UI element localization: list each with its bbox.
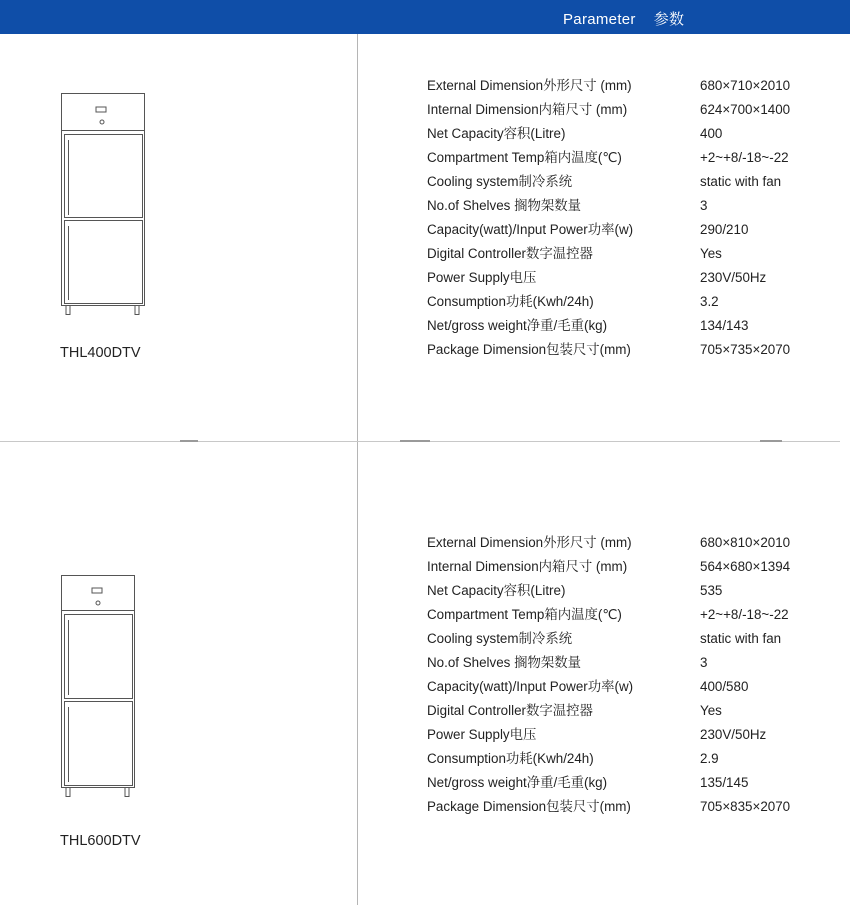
- spec-value: 3: [700, 655, 708, 670]
- spec-row: [427, 579, 837, 603]
- spec-value: +2~+8/-18~-22: [700, 607, 789, 622]
- spec-row: [427, 699, 837, 723]
- spec-value: 400/580: [700, 679, 749, 694]
- spec-label: Digital Controller数字温控器: [427, 703, 593, 718]
- spec-label: Net Capacity容积(Litre): [427, 126, 566, 141]
- spec-label: Compartment Temp箱内温度(℃): [427, 607, 622, 622]
- spec-row: [427, 314, 837, 338]
- spec-label: Consumption功耗(Kwh/24h): [427, 294, 594, 309]
- fridge-illustration: [60, 93, 146, 317]
- spec-row: [427, 194, 837, 218]
- spec-value: Yes: [700, 246, 722, 261]
- spec-value: 624×700×1400: [700, 102, 791, 117]
- spec-label: External Dimension外形尺寸 (mm): [427, 78, 632, 93]
- spec-label: Capacity(watt)/Input Power功率(w): [427, 679, 634, 694]
- spec-row: [427, 531, 837, 555]
- spec-value: 2.9: [700, 751, 719, 766]
- spec-label: Capacity(watt)/Input Power功率(w): [427, 222, 634, 237]
- spec-value: 680×810×2010: [700, 535, 791, 550]
- spec-value: 400: [700, 126, 723, 141]
- spec-label: Consumption功耗(Kwh/24h): [427, 751, 594, 766]
- spec-row: [427, 627, 837, 651]
- spec-row: [427, 170, 837, 194]
- two-door-upright-fridge-icon: [60, 575, 146, 799]
- header-bar: [0, 0, 850, 34]
- spec-value: 705×735×2070: [700, 342, 791, 357]
- spec-row: [427, 74, 837, 98]
- spec-row: [427, 218, 837, 242]
- spec-value: 3: [700, 198, 708, 213]
- spec-label: Internal Dimension内箱尺寸 (mm): [427, 559, 628, 574]
- spec-row: [427, 290, 837, 314]
- spec-row: [427, 771, 837, 795]
- spec-table: [427, 531, 837, 819]
- spec-row: [427, 555, 837, 579]
- spec-label: Cooling system制冷系统: [427, 631, 573, 646]
- spec-row: [427, 146, 837, 170]
- spec-label: Digital Controller数字温控器: [427, 246, 593, 261]
- two-door-upright-fridge-icon: [60, 93, 146, 317]
- spec-row: [427, 266, 837, 290]
- spec-value: 535: [700, 583, 723, 598]
- spec-value: static with fan: [700, 174, 782, 189]
- spec-value: 564×680×1394: [700, 559, 791, 574]
- spec-label: Package Dimension包装尺寸(mm): [427, 342, 631, 357]
- spec-label: Net/gross weight净重/毛重(kg): [427, 775, 608, 790]
- spec-label: Power Supply电压: [427, 270, 537, 285]
- spec-value: 135/145: [700, 775, 749, 790]
- spec-row: [427, 122, 837, 146]
- spec-value: Yes: [700, 703, 722, 718]
- spec-value: static with fan: [700, 631, 782, 646]
- spec-value: 3.2: [700, 294, 719, 309]
- header-title-cn: 参数: [653, 11, 685, 28]
- spec-label: Net Capacity容积(Litre): [427, 583, 566, 598]
- spec-row: [427, 603, 837, 627]
- fridge-illustration: [60, 575, 146, 799]
- spec-value: 290/210: [700, 222, 749, 237]
- divider-mark: [400, 440, 430, 442]
- spec-value: +2~+8/-18~-22: [700, 150, 789, 165]
- spec-label: Cooling system制冷系统: [427, 174, 573, 189]
- spec-label: Compartment Temp箱内温度(℃): [427, 150, 622, 165]
- spec-value: 134/143: [700, 318, 749, 333]
- divider-mark: [180, 440, 198, 442]
- spec-label: Power Supply电压: [427, 727, 537, 742]
- spec-row: [427, 338, 837, 362]
- product-model-label: THL400DTV: [60, 345, 141, 361]
- spec-table: [427, 74, 837, 362]
- spec-label: External Dimension外形尺寸 (mm): [427, 535, 632, 550]
- spec-row: [427, 98, 837, 122]
- product-model-label: THL600DTV: [60, 833, 141, 849]
- spec-value: 680×710×2010: [700, 78, 791, 93]
- spec-row: [427, 675, 837, 699]
- spec-row: [427, 651, 837, 675]
- spec-row: [427, 795, 837, 819]
- spec-label: No.of Shelves 搁物架数量: [427, 655, 582, 670]
- header-title-en: Parameter: [563, 11, 636, 28]
- spec-value: 230V/50Hz: [700, 727, 767, 742]
- spec-row: [427, 723, 837, 747]
- spec-value: 230V/50Hz: [700, 270, 767, 285]
- spec-row: [427, 242, 837, 266]
- vertical-divider: [357, 34, 358, 905]
- spec-row: [427, 747, 837, 771]
- spec-label: Package Dimension包装尺寸(mm): [427, 799, 631, 814]
- header-title: [563, 8, 684, 29]
- spec-value: 705×835×2070: [700, 799, 791, 814]
- spec-label: Net/gross weight净重/毛重(kg): [427, 318, 608, 333]
- spec-label: Internal Dimension内箱尺寸 (mm): [427, 102, 628, 117]
- spec-label: No.of Shelves 搁物架数量: [427, 198, 582, 213]
- divider-mark: [760, 440, 782, 442]
